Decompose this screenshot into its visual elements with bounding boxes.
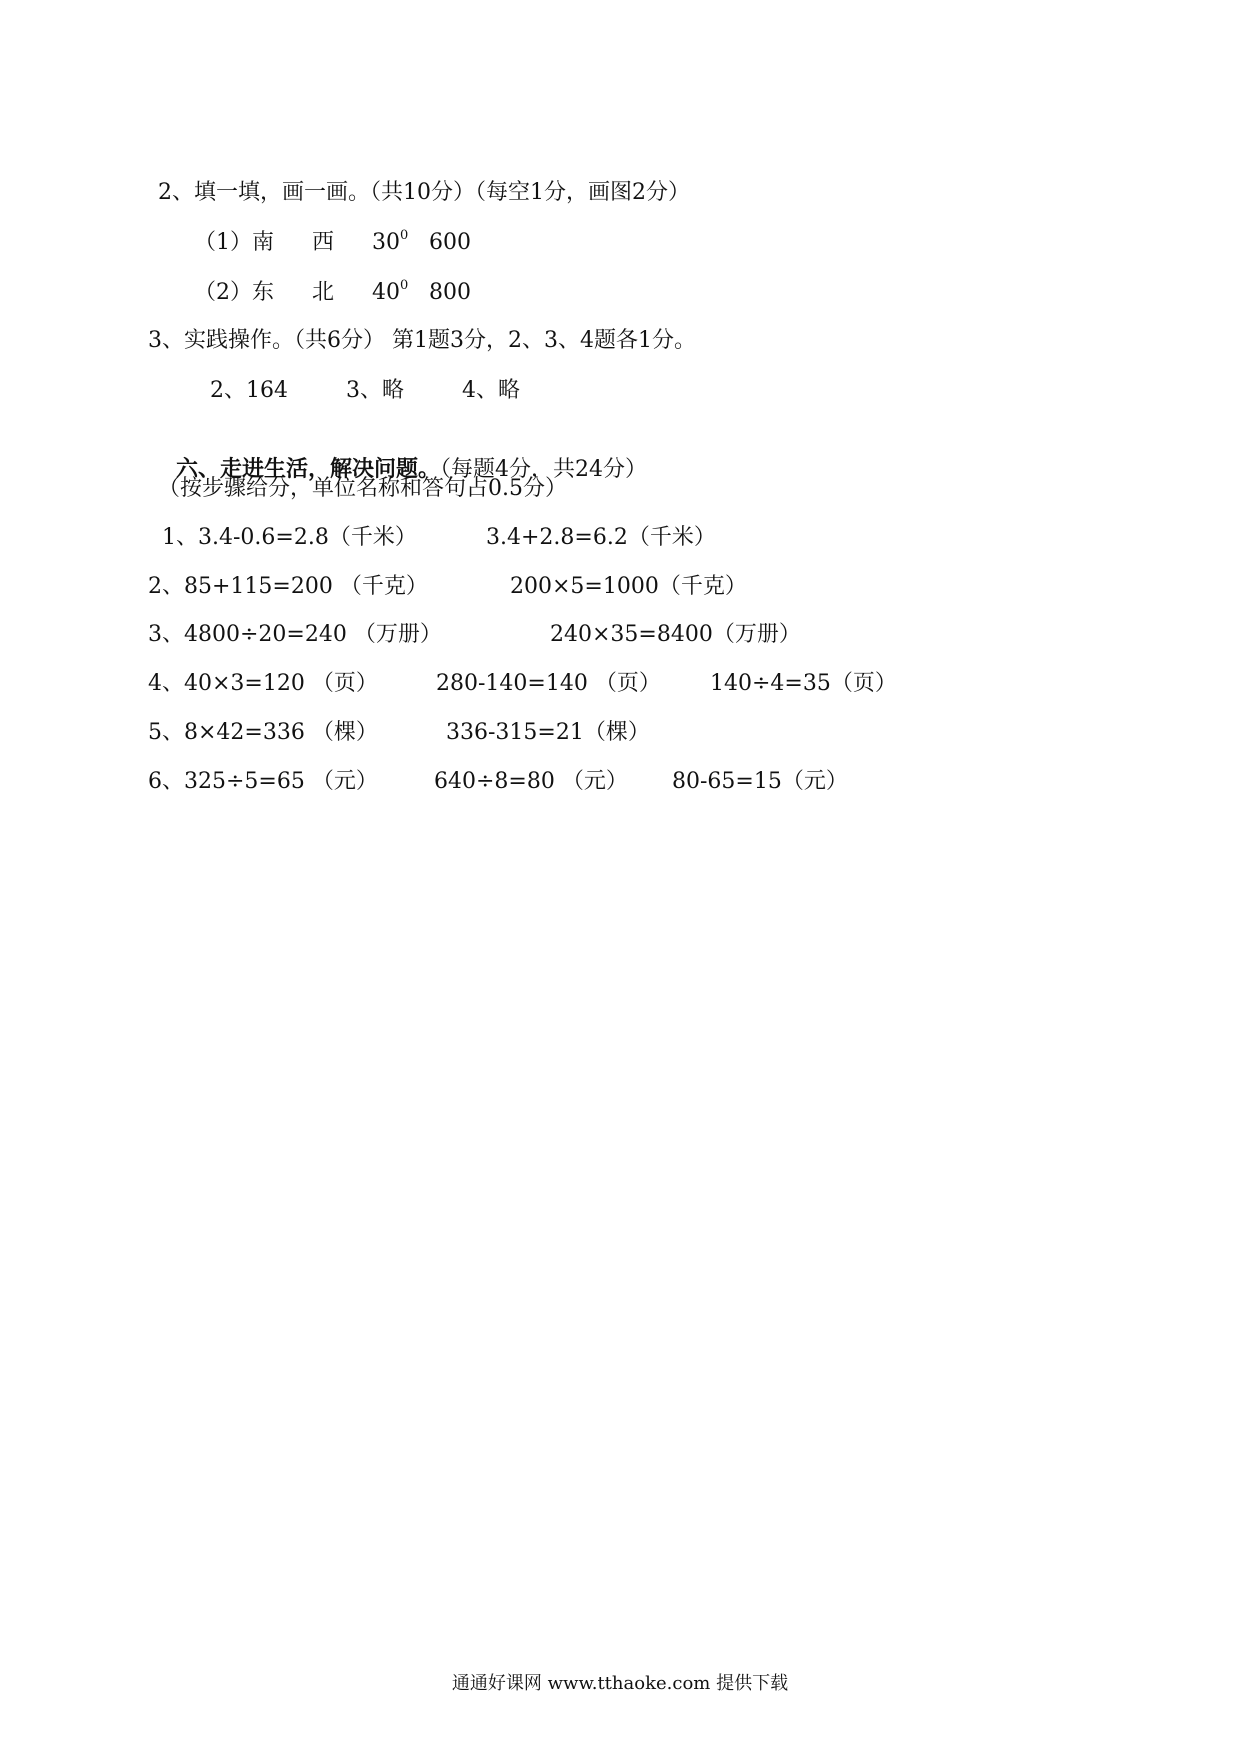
problem-row-6 <box>148 767 848 917</box>
row2-label: （2）东 <box>194 280 274 305</box>
answer-item: 2、164 <box>210 378 288 403</box>
section6-note: （按步骤给分，单位名称和答句占0.5分） <box>158 476 567 501</box>
problem-step: 240×35=8400（万册） <box>550 622 801 647</box>
problem-step: 3、4800÷20=240 （万册） <box>148 622 442 647</box>
section2-heading: 2、填一填，画一画。（共10分）（每空1分，画图2分） <box>158 180 690 205</box>
problem-step: 280-140=140 （页） <box>436 671 661 696</box>
row2-direction: 北 <box>312 280 335 305</box>
problem-step: 80-65=15（元） <box>672 769 848 794</box>
problem-step: 200×5=1000（千克） <box>510 574 747 599</box>
answer-item: 4、略 <box>462 378 520 403</box>
degree-mark: 0 <box>400 228 409 243</box>
row1-angle: $30^0$ <box>372 228 409 255</box>
problem-step: 5、8×42=336 （棵） <box>148 720 378 745</box>
problem-step: 3.4+2.8=6.2（千米） <box>486 525 716 550</box>
problem-step: 140÷4=35（页） <box>710 671 897 696</box>
row2-angle: $40^0$ <box>372 278 409 305</box>
page-footer: 通通好课网 www.tthaoke.com 提供下载 <box>451 1673 789 1694</box>
problem-step: 6、325÷5=65 （元） <box>148 769 378 794</box>
problem-step: 336-315=21（棵） <box>446 720 650 745</box>
answer-item: 3、略 <box>346 378 404 403</box>
degree-mark: 0 <box>400 278 409 293</box>
row1-distance: 600 <box>429 230 471 255</box>
row2-distance: 800 <box>429 280 471 305</box>
row1-direction: 西 <box>312 230 335 255</box>
section6-score: （每题4分，共24分） <box>440 457 647 482</box>
section6-title: 六、走进生活，解决问题。 <box>175 456 440 482</box>
section3-heading: 3、实践操作。（共6分） 第1题3分，2、3、4题各1分。 <box>148 328 696 353</box>
problem-step: 4、40×3=120 （页） <box>148 671 378 696</box>
row1-label: （1）南 <box>194 230 274 255</box>
problem-step: 1、3.4-0.6=2.8（千米） <box>162 525 417 550</box>
problem-step: 2、85+115=200 （千克） <box>148 574 428 599</box>
problem-step: 640÷8=80 （元） <box>434 769 628 794</box>
